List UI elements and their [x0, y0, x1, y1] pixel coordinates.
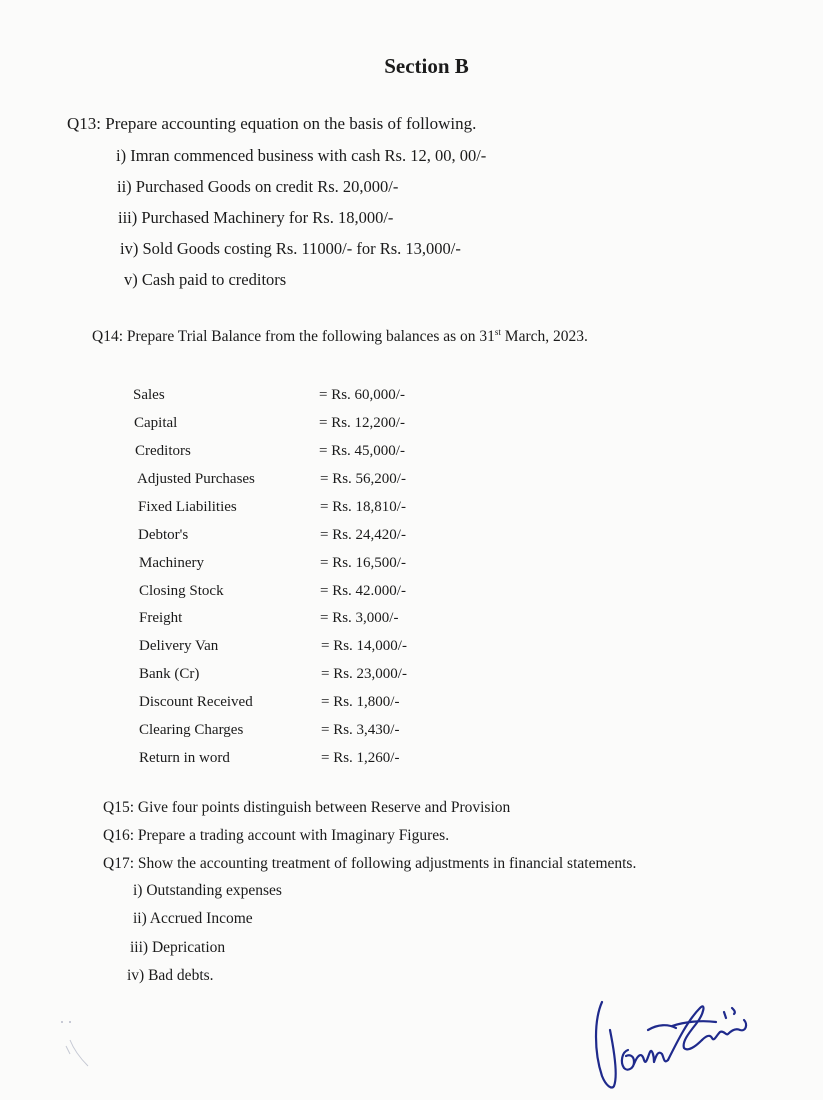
balance-value: = Rs. 14,000/-: [321, 638, 407, 654]
balance-name: Closing Stock: [139, 583, 224, 599]
q17-heading: Q17: Show the accounting treatment of following adjustments in financial statements.: [103, 855, 637, 872]
q14-heading-text: Q14: Prepare Trial Balance from the following balances as on 31: [92, 328, 495, 345]
q17-item-1: i) Outstanding expenses: [133, 882, 282, 899]
balance-value: = Rs. 18,810/-: [320, 499, 406, 515]
balance-row: [0, 499, 823, 521]
balance-name: Delivery Van: [139, 638, 219, 654]
q13-item-2: ii) Purchased Goods on credit Rs. 20,000/-: [117, 177, 399, 196]
balance-row: [0, 638, 823, 660]
balance-value: = Rs. 45,000/-: [319, 443, 405, 459]
balance-value: = Rs. 23,000/-: [321, 666, 407, 682]
balance-name: Adjusted Purchases: [137, 471, 255, 487]
balance-name: Bank (Cr): [139, 666, 200, 682]
signature: [588, 990, 768, 1100]
balance-value: = Rs. 3,000/-: [320, 610, 399, 626]
q13-item-4: iv) Sold Goods costing Rs. 11000/- for Rs. 13,000/-: [120, 239, 461, 258]
balance-row: [0, 387, 823, 409]
balance-row: [0, 750, 823, 772]
balance-row: [0, 443, 823, 465]
balance-name: Fixed Liabilities: [138, 499, 237, 515]
q13-item-1: i) Imran commenced business with cash Rs. 12, 00, 00/-: [116, 146, 487, 165]
q16-text: Q16: Prepare a trading account with Imaginary Figures.: [103, 827, 450, 844]
balance-name: Machinery: [139, 555, 204, 571]
q17-item-3: iii) Deprication: [130, 939, 226, 956]
balance-name: Debtor's: [138, 527, 189, 543]
balance-name: Sales: [133, 387, 165, 403]
balance-name: Freight: [139, 610, 183, 626]
balance-row: [0, 583, 823, 605]
balance-row: [0, 555, 823, 577]
balance-name: Capital: [134, 415, 178, 431]
balance-row: [0, 666, 823, 688]
q14-heading: [92, 328, 588, 346]
balance-value: = Rs. 1,260/-: [321, 750, 400, 766]
q17-item-2: ii) Accrued Income: [133, 910, 253, 927]
balance-name: Discount Received: [139, 694, 253, 710]
balance-value: = Rs. 1,800/-: [321, 694, 400, 710]
q13-item-5: v) Cash paid to creditors: [124, 270, 287, 289]
balance-value: = Rs. 16,500/-: [320, 555, 406, 571]
balance-value: = Rs. 60,000/-: [319, 387, 405, 403]
balance-row: [0, 694, 823, 716]
q17-item-4: iv) Bad debts.: [127, 967, 214, 984]
balance-value: = Rs. 12,200/-: [319, 415, 405, 431]
q14-heading-date: March, 2023.: [500, 328, 588, 345]
balance-value: = Rs. 24,420/-: [320, 527, 406, 543]
balance-name: Return in word: [139, 750, 230, 766]
balance-value: = Rs. 42.000/-: [320, 583, 406, 599]
section-title: Section B: [384, 54, 469, 78]
balance-name: Creditors: [135, 443, 191, 459]
balance-name: Clearing Charges: [139, 722, 244, 738]
balance-row: [0, 527, 823, 549]
balance-value: = Rs. 56,200/-: [320, 471, 406, 487]
q13-item-3: iii) Purchased Machinery for Rs. 18,000/-: [118, 208, 394, 227]
balance-row: [0, 610, 823, 632]
balance-row: [0, 471, 823, 493]
scan-marks: [40, 1010, 100, 1080]
balance-value: = Rs. 3,430/-: [321, 722, 400, 738]
q15-text: Q15: Give four points distinguish between Reserve and Provision: [103, 799, 511, 816]
q14-heading-sup: st: [494, 326, 501, 337]
q13-heading: Q13: Prepare accounting equation on the basis of following.: [67, 114, 477, 133]
balance-row: [0, 722, 823, 744]
balance-row: [0, 415, 823, 437]
